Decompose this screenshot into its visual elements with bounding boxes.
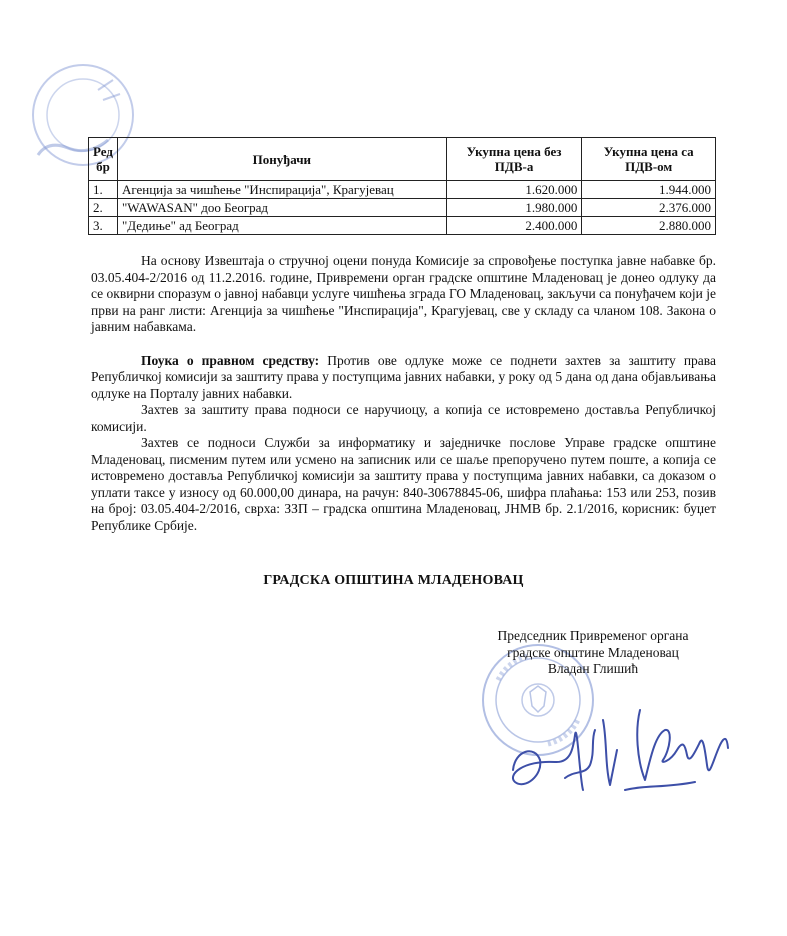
row-number: 2. <box>89 199 118 217</box>
table-header-row <box>89 138 716 181</box>
row-number: 1. <box>89 181 118 199</box>
price-gross: 2.376.000 <box>582 199 716 217</box>
header-bidder: Понуђачи <box>117 138 446 181</box>
handwritten-signature <box>495 690 745 810</box>
header-net-price: Укупна цена без ПДВ-а <box>446 138 582 181</box>
bidder-name: Агенција за чишћење "Инспирација", Крагујевац <box>117 181 446 199</box>
legal-remedy-label: Поука о правном средству: <box>141 352 320 368</box>
price-net: 2.400.000 <box>446 217 582 235</box>
header-no: Ред бр <box>89 138 118 181</box>
legal-remedy-paragraph <box>91 353 716 403</box>
signatory-title-line1: Председник Привременог органа <box>497 628 689 643</box>
decision-text <box>91 253 716 534</box>
price-net: 1.620.000 <box>446 181 582 199</box>
submission-instructions-paragraph: Захтев се подноси Служби за информатику и заједничке послове Управе градске општине Младеновац, писменим путем или усмено на записник или се шаље препоручено путем поште, а копија се истовремено доставља Републичкој комисији за заштиту права у поступцима јавних набавки, са доказом о уплати таксе у износу од 60.000,00 динара, на рачун: 840-30678845-06, шифра плаћања: 153 или 253, позив на број: 03.05.404-2/2016, сврха: ЗЗП – градска општина Младеновац, ЈНМВ бр. 2.1/2016, корисник: буџет Републике Србије. <box>91 435 716 533</box>
bidder-name: "Дедиње" ад Београд <box>117 217 446 235</box>
protection-request-paragraph: Захтев за заштиту права подноси се наручиоцу, а копија се истовремено доставља Републичкој комисији. <box>91 402 716 434</box>
decision-paragraph: На основу Извештаја о стручној оцени понуда Комисије за спровођење поступка јавне набавке бр. 03.05.404-2/2016 од 11.2.2016. године, Привремени орган градске општине Младеновац је донео одлуку да се оквирни споразум о јавној набавци услуге чишћења зграда ГО Младеновац, закључи са понуђачем који је први на ранг листи: Агенција за чишћење "Инспирација", Крагујевац, све у складу са чланом 108. Закона о јавним набавкама. <box>91 253 716 334</box>
signatory-title-line2: градске општине Младеновац <box>507 644 679 660</box>
legal-remedy-text: Против ове одлуке може се поднети захтев за заштиту права Републичкој комисији за заштиту права у поступцима јавних набавки, у року од 5 дана од дана објављивања одлуке на Порталу јавних набавки. <box>91 352 716 401</box>
price-gross: 2.880.000 <box>582 217 716 235</box>
table-row <box>89 199 716 217</box>
signatory-name: Владан Глишић <box>547 661 639 676</box>
price-gross: 1.944.000 <box>582 181 716 199</box>
row-number: 3. <box>89 217 118 235</box>
table-row <box>89 217 716 235</box>
price-net: 1.980.000 <box>446 199 582 217</box>
bids-table <box>88 137 716 235</box>
bidder-name: "WAWASAN" доо Београд <box>117 199 446 217</box>
table-row <box>89 181 716 199</box>
municipality-heading: ГРАДСКА ОПШТИНА МЛАДЕНОВАЦ <box>263 573 524 588</box>
header-gross-price: Укупна цена са ПДВ-ом <box>582 138 716 181</box>
signatory-block <box>450 628 736 678</box>
